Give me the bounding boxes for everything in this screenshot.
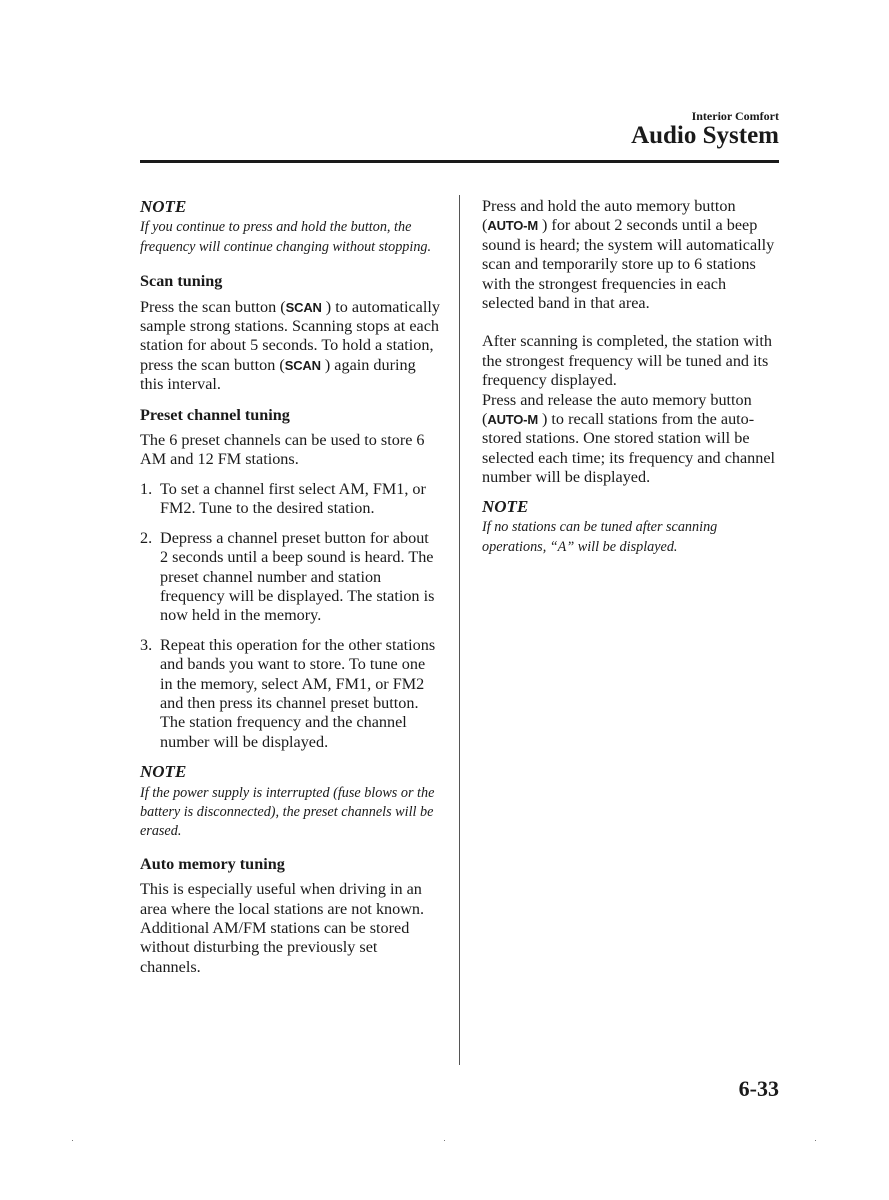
scan-button-glyph: SCAN — [284, 357, 321, 373]
scan-text-part: ) to automatically sample strong stations. Scanning stops at each station for about 5 seconds. To hold a station, press the scan button ( — [140, 297, 440, 374]
note-title: NOTE — [140, 197, 187, 216]
preset-tuning-section — [140, 406, 440, 753]
text-part: Press and release the auto memory button ( — [482, 390, 752, 429]
preset-tuning-heading: Preset channel tuning — [140, 405, 290, 424]
scan-tuning-text — [140, 298, 440, 395]
recall-text — [482, 391, 782, 488]
step-text: Repeat this operation for the other stations and bands you want to store. To tune one in the memory, select AM, FM1, or FM2 and then press its channel preset button. The station frequency and the channel number will be displayed. — [160, 635, 436, 751]
auto-memory-hold-text — [482, 197, 782, 313]
column-divider — [459, 195, 460, 1065]
note-text: If the power supply is interrupted (fuse blows or the battery is disconnected), the preset channels will be erased. — [140, 784, 435, 840]
right-column — [482, 197, 782, 557]
step-item — [140, 529, 440, 626]
text-part: ) for about 2 seconds until a beep sound is heard; the system will automatically scan and temporarily store up to 6 stations with the strongest frequencies in each selected band in that area. — [482, 216, 775, 313]
preset-intro: The 6 preset channels can be used to store 6 AM and 12 FM stations. — [140, 431, 425, 469]
text-part: Press and hold the auto memory button ( — [482, 197, 736, 235]
scan-complete-text: After scanning is completed, the station with the strongest frequency will be tuned and its frequency displayed. — [482, 332, 772, 390]
print-mark — [444, 1140, 445, 1141]
scan-tuning-heading: Scan tuning — [140, 272, 223, 291]
note-title: NOTE — [140, 762, 187, 782]
step-number: 3. — [140, 635, 153, 654]
step-text: To set a channel first select AM, FM1, or FM2. Tune to the desired station. — [160, 479, 426, 518]
text-part: ) to recall stations from the auto-stored stations. One stored station will be selected each time; its frequency and channel number will be displayed. — [482, 410, 776, 487]
note-block — [140, 762, 440, 842]
scan-text-part: Press the scan button ( — [140, 297, 286, 316]
print-mark — [815, 1140, 816, 1141]
note-block — [482, 497, 782, 557]
header-rule — [140, 160, 779, 163]
auto-memory-section — [140, 855, 440, 977]
auto-m-button-glyph: AUTO-M — [487, 412, 538, 428]
print-mark — [72, 1140, 73, 1141]
step-text: Depress a channel preset button for about 2 seconds until a beep sound is heard. The preset channel number and station frequency will be displayed. The station is now held in the memory. — [160, 528, 435, 625]
note-title: NOTE — [482, 496, 529, 516]
preset-steps — [140, 480, 440, 752]
note-text: If no stations can be tuned after scanning operations, “A” will be displayed. — [482, 519, 718, 555]
page-number: 6-33 — [738, 1076, 779, 1101]
auto-m-button-glyph: AUTO-M — [487, 218, 538, 234]
scan-text-part: ) again during this interval. — [140, 355, 416, 394]
step-item — [140, 480, 440, 519]
step-number: 1. — [140, 479, 153, 498]
step-item — [140, 636, 440, 752]
section-label: Interior Comfort — [691, 109, 779, 123]
page-title: Audio System — [631, 122, 779, 149]
auto-memory-heading: Auto memory tuning — [140, 854, 285, 873]
auto-memory-text: This is especially useful when driving in an area where the local stations are not known. Additional AM/FM stations can be stored without disturbing the previously set channels. — [140, 880, 425, 976]
note-text: If you continue to press and hold the button, the frequency will continue changing without stopping. — [140, 219, 432, 255]
step-number: 2. — [140, 528, 153, 547]
scan-tuning-section — [140, 272, 440, 394]
left-column — [140, 197, 440, 977]
scan-button-glyph: SCAN — [285, 299, 322, 315]
note-block — [140, 197, 440, 257]
